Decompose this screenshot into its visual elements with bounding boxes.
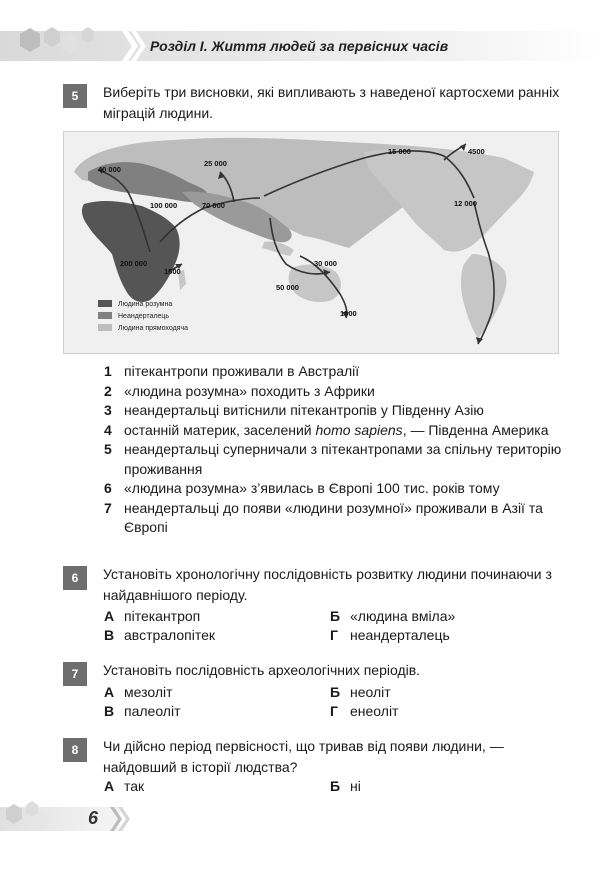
map-label: 200 000: [120, 259, 148, 268]
answer-option: [104, 778, 144, 794]
landmass-southeast-asia-islands: [262, 241, 294, 256]
map-label: 15 000: [388, 147, 411, 156]
map-label: 12 000: [454, 199, 477, 208]
answer-text: пітекантроп: [124, 608, 201, 624]
page-number: 6: [88, 808, 99, 828]
question-number: 7: [63, 662, 87, 686]
option-number: 6: [104, 480, 112, 496]
option-text: неандертальці витіснили пітекантропів у Південну Азію: [124, 402, 484, 418]
question-text: Установіть послідовність археологічних періодів.: [103, 662, 421, 678]
answer-letter: Б: [330, 684, 341, 700]
option-number: 3: [104, 402, 112, 418]
answer-text: енеоліт: [350, 703, 399, 719]
answer-letter: Г: [330, 627, 338, 643]
answer-letter: А: [104, 778, 115, 794]
question-number: 5: [63, 84, 87, 108]
answer-option: [330, 684, 391, 700]
option-row: [104, 382, 564, 402]
chevron-decoration: [108, 807, 132, 831]
answer-option: [330, 703, 398, 719]
legend-label: Людина розумна: [118, 301, 173, 308]
landmass-south-america: [461, 254, 506, 338]
landmass-africa: [82, 201, 180, 302]
chevron-decoration: [118, 31, 148, 61]
answer-option: [330, 627, 450, 643]
answer-letter: Б: [330, 778, 341, 794]
map-label: 25 000: [204, 159, 227, 168]
map-label: 40 000: [98, 165, 121, 174]
answer-text: «людина вміла»: [350, 608, 456, 624]
map-label: 70 000: [202, 201, 225, 210]
option-text: неандертальці до появи «людини розумної» проживали в Азії та Європі: [124, 499, 543, 535]
legend-swatch: [98, 324, 112, 331]
answer-text: ні: [350, 778, 361, 794]
map-label: 30 000: [314, 259, 337, 268]
option-number: 4: [104, 421, 112, 438]
answer-option: [104, 627, 215, 643]
answer-text: так: [124, 778, 145, 794]
map-legend: [98, 300, 188, 332]
section-title: Розділ І. Життя людей за первісних часів: [150, 38, 449, 54]
answer-option: [330, 608, 455, 624]
legend-label: Людина прямоходяча: [118, 325, 188, 332]
map-label: 100 000: [150, 201, 178, 210]
answer-option: [104, 684, 173, 700]
answer-option: [104, 703, 181, 719]
option-text: «людина розумна» походить з Африки: [124, 382, 375, 399]
answer-letter: Г: [330, 703, 338, 719]
answer-text: палеоліт: [124, 703, 181, 719]
option-number: 7: [104, 499, 112, 516]
hexagon-decoration: [0, 22, 120, 62]
option-row: [104, 440, 564, 479]
answer-text: австралопітек: [124, 627, 216, 643]
map-label: 1500: [340, 309, 357, 318]
answer-text: неандерталець: [350, 627, 450, 643]
option-text: неандертальці суперничали з пітекантропами за спільну територію проживання: [124, 441, 562, 477]
answer-letter: Б: [330, 608, 341, 624]
world-map-svg: [64, 132, 558, 353]
answer-letter: В: [104, 627, 115, 643]
question-options: [104, 362, 564, 538]
map-label: 50 000: [276, 283, 299, 292]
legend-swatch: [98, 312, 112, 319]
answer-option: [104, 608, 200, 624]
migration-map: [63, 131, 559, 354]
option-number: 1: [104, 363, 112, 379]
option-text: пітекантропи проживали в Австралії: [124, 363, 360, 379]
option-row: [104, 421, 564, 441]
option-text: останній материк, заселений homo sapiens, — Південна Америка: [124, 421, 549, 438]
map-label: 1500: [164, 267, 181, 276]
question-number: 6: [63, 566, 87, 590]
answer-text: неоліт: [350, 684, 391, 700]
option-row: [104, 401, 564, 421]
option-text: «людина розумна» з’явилась в Європі 100 тис. років тому: [124, 480, 500, 496]
map-label: 4500: [468, 147, 485, 156]
question-text: Виберіть три висновки, які випливають з наведеної картосхеми ранніх міграцій людини.: [103, 84, 560, 121]
answer-letter: А: [104, 684, 115, 700]
option-row: [104, 362, 564, 382]
hexagon-decoration: [0, 795, 70, 835]
answer-letter: А: [104, 608, 115, 624]
option-number: 2: [104, 382, 112, 399]
answer-option: [330, 778, 361, 794]
question-number: 8: [63, 738, 87, 762]
answer-letter: В: [104, 703, 115, 719]
legend-swatch: [98, 300, 112, 307]
legend-label: Неандерталець: [118, 313, 170, 320]
question-text: Установіть хронологічну послідовність розвитку людини починаючи з найдавнішого періоду.: [103, 566, 552, 603]
answer-text: мезоліт: [124, 684, 173, 700]
option-row: [104, 479, 564, 499]
question-text: Чи дійсно період первісності, що тривав від появи людини, — найдовший в історії людства?: [103, 738, 504, 775]
option-number: 5: [104, 441, 112, 457]
option-row: [104, 499, 564, 538]
